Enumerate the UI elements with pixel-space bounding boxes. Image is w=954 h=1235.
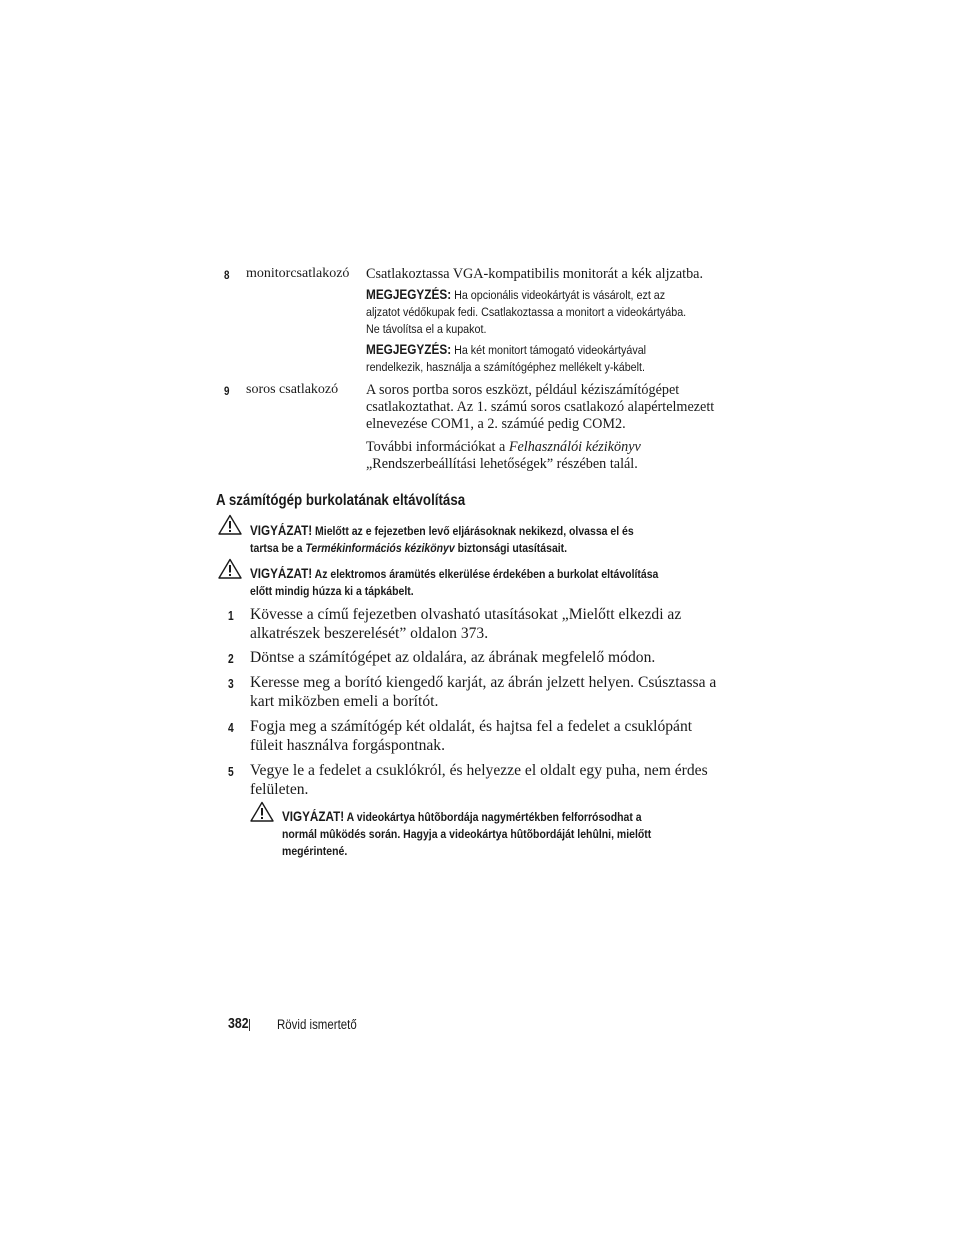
- note-text: rendelkezik, használja a számítógéphez mellékelt y-kábelt.: [366, 360, 646, 374]
- page-number: 382: [228, 1016, 249, 1032]
- warning-text: tartsa be a: [250, 541, 306, 555]
- note-block: [366, 286, 693, 338]
- manual-title: Felhasználói kézikönyv: [508, 439, 641, 455]
- step-line: füleit használva forgáspontnak.: [250, 737, 446, 754]
- warning-block: [282, 808, 729, 860]
- warning-text: Mielőtt az e fejezetben levő eljárásoknak nekikezd, olvassa el és: [315, 524, 634, 538]
- warning-block: [250, 522, 714, 557]
- step-text: [250, 717, 730, 755]
- info-text: [366, 439, 736, 473]
- step-text: [250, 648, 730, 667]
- warning-label: VIGYÁZAT!: [250, 566, 313, 581]
- note-text: Ne távolítsa el a kupakot.: [366, 322, 487, 336]
- warning-text: normál mûködés során. Hagyja a videokártya hûtõbordáját lehûlni, mielőtt: [282, 827, 652, 841]
- note-text: Ha opcionális videokártyát is vásárolt, ezt az: [454, 288, 666, 302]
- warning-text: Az elektromos áramütés elkerülése érdekében a burkolat eltávolítása: [314, 567, 659, 581]
- warning-text: biztonsági utasításait.: [454, 541, 568, 555]
- warning-label: VIGYÁZAT!: [282, 809, 345, 824]
- note-block: [366, 341, 693, 376]
- row-term: soros csatlakozó: [246, 382, 339, 397]
- step-text: [250, 673, 730, 711]
- step-number: 2: [228, 652, 234, 666]
- step-text: [250, 605, 730, 643]
- step-line: Döntse a számítógépet az oldalára, az ábrának megfelelő módon.: [250, 649, 656, 666]
- footer-title: Rövid ismertető: [277, 1017, 357, 1032]
- manual-title: Termékinformációs kézikönyv: [305, 541, 455, 555]
- step-number: 4: [228, 721, 234, 735]
- step-number: 1: [228, 609, 234, 623]
- warning-triangle-icon: [218, 558, 242, 579]
- warning-triangle-icon: [218, 514, 242, 535]
- desc-line: A soros portba soros eszközt, például kéziszámítógépet: [366, 382, 680, 398]
- note-label: MEGJEGYZÉS:: [366, 342, 452, 357]
- step-line: felületen.: [250, 781, 309, 798]
- warning-text: megérintené.: [282, 844, 348, 858]
- warning-text: A videokártya hûtõbordája nagymértékben felforrósodhat a: [346, 810, 642, 824]
- step-line: alkatrészek beszerelését” oldalon 373.: [250, 625, 489, 642]
- warning-block: [250, 565, 732, 600]
- step-number: 5: [228, 765, 234, 779]
- row-description: Csatlakoztassa VGA-kompatibilis monitorát a kék aljzatba.: [366, 266, 704, 282]
- step-line: Keresse meg a borító kiengedő karját, az ábrán jelzett helyen. Csúsztassa a: [250, 674, 717, 691]
- step-line: Fogja meg a számítógép két oldalát, és hajtsa fel a fedelet a csuklópánt: [250, 718, 693, 735]
- note-text: Ha két monitort támogató videokártyával: [454, 343, 647, 357]
- info-line: „Rendszerbeállítási lehetőségek” részében talál.: [366, 456, 638, 472]
- row-description: [366, 382, 736, 433]
- warning-text: előtt mindig húzza ki a tápkábelt.: [250, 584, 414, 598]
- row-number: 9: [224, 384, 230, 398]
- section-heading: A számítógép burkolatának eltávolítása: [216, 492, 466, 509]
- step-line: kart miközben emeli a borítót.: [250, 693, 439, 710]
- info-pre: További információkat a: [366, 439, 509, 455]
- step-text: [250, 761, 730, 799]
- footer-separator: [249, 1019, 250, 1031]
- warning-label: VIGYÁZAT!: [250, 523, 313, 538]
- row-term: monitorcsatlakozó: [246, 266, 350, 281]
- desc-line: elnevezése COM1, a 2. számúé pedig COM2.: [366, 416, 626, 432]
- step-line: Kövesse a című fejezetben olvasható utasításokat „Mielőtt elkezdi az: [250, 606, 682, 623]
- row-number: 8: [224, 268, 230, 282]
- note-text: aljzatot védőkupak fedi. Csatlakoztassa a monitort a videokártyába.: [366, 305, 687, 319]
- warning-triangle-icon: [250, 801, 274, 822]
- step-number: 3: [228, 677, 234, 691]
- step-line: Vegye le a fedelet a csuklókról, és helyezze el oldalt egy puha, nem érdes: [250, 762, 708, 779]
- note-label: MEGJEGYZÉS:: [366, 287, 452, 302]
- desc-line: csatlakoztathat. Az 1. számú soros csatlakozó alapértelmezett: [366, 399, 715, 415]
